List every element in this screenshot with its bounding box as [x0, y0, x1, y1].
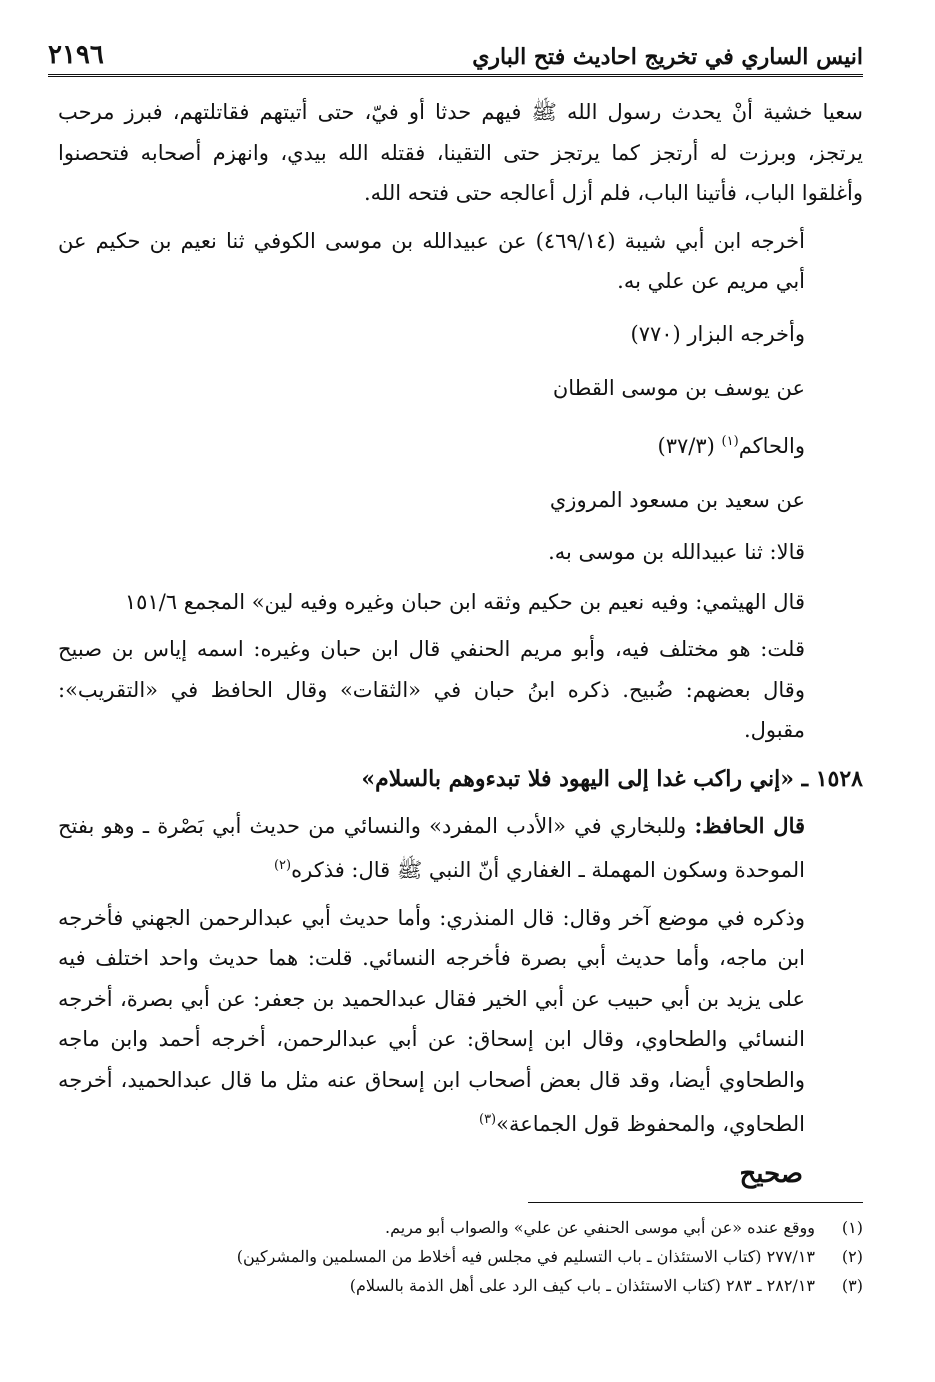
footnote-2 [58, 1242, 863, 1271]
paragraph-hafiz [58, 806, 863, 891]
page-number: ٢١٩٦ [48, 40, 104, 70]
footnote-text: ٢٨٢/١٣ ـ ٢٨٣ (كتاب الاستئذان ـ باب كيف الرد على أهل الذمة بالسلام) [349, 1276, 815, 1295]
hafiz-lead: قال الحافظ: [694, 812, 806, 838]
line-yusuf: عن يوسف بن موسى القطان [552, 375, 805, 400]
page-header [48, 30, 863, 77]
footnote-ref-2: (٢) [273, 858, 292, 873]
footnote-divider [528, 1202, 863, 1203]
footnote-3 [58, 1271, 863, 1300]
paragraph-mundhiri [58, 898, 863, 1145]
footnote-text: ٢٧٧/١٣ (كتاب الاستئذان ـ باب التسليم في مجلس فيه أخلاط من المسلمين والمشركين) [236, 1247, 815, 1266]
main-text [58, 92, 863, 1189]
footnotes [58, 1213, 863, 1300]
paragraph-takhrij-ibn-abi-shaybah: أخرجه ابن أبي شيبة (٤٦٩/١٤) عن عبيدالله بن موسى الكوفي ثنا نعيم بن حكيم عن أبي مريم عن علي به. [58, 228, 805, 293]
footnote-text: ووقع عنده «عن أبي موسى الحنفي عن علي» والصواب أبو مريم. [384, 1218, 815, 1237]
footnote-ref-1: (١) [721, 433, 739, 449]
paragraph-hadith-text: سعيا خشية أنْ يحدث رسول الله ﷺ فيهم حدثا أو فيّ، حتى أتيتهم فقاتلتهم، فبرز مرحب يرتجز، وبرزت له أرتجز كما يرتجز حتى التقينا، فقتله الله بيدي، وانهزم أصحابه فتحصنوا وأغلقوا الباب، فأتينا الباب، فلم أزل أعالجه حتى فتحه الله. [58, 100, 863, 205]
grading-verdict: صحيح [739, 1158, 803, 1189]
hafiz-text: وللبخاري في «الأدب المفرد» والنسائي من حديث أبي بَصْرة ـ وهو بفتح الموحدة وسكون المهملة ـ الغفاري أنّ النبي ﷺ قال: فذكره [58, 813, 805, 882]
footnote-number: (٢) [841, 1247, 863, 1266]
hakim-ref: (٣٧/٣) [657, 433, 715, 458]
mundhiri-text: وذكره في موضع آخر وقال: قال المنذري: وأما حديث أبي عبدالرحمن الجهني فأخرجه ابن ماجه، وأما حديث أبي بصرة فأخرجه النسائي. قلت: هما حديث واحد اختلف فيه على يزيد بن أبي حبيب عن أبي الخير فقال عبدالحميد بن جعفر: عن أبي بصرة، أخرجه النسائي والطحاوي، وقال ابن إسحاق: عن أبي عبدالرحمن، أخرجه أحمد وابن ماجه والطحاوي أيضا، وقد قال بعض أصحاب ابن إسحاق عنه مثل ما قال عبدالحميد، أخرجه الطحاوي، والمحفوظ قول الجماعة» [58, 905, 805, 1136]
book-title: انيس الساري في تخريج احاديث فتح الباري [472, 44, 863, 70]
footnote-number: (٣) [841, 1276, 863, 1295]
paragraph-haythami: قال الهيثمي: وفيه نعيم بن حكيم وثقه ابن حبان وغيره وفيه لين» المجمع ١٥١/٦ [124, 589, 805, 614]
line-qala: قالا: ثنا عبيدالله بن موسى به. [548, 539, 805, 564]
footnote-number: (١) [841, 1218, 863, 1237]
line-bazzar: وأخرجه البزار (٧٧٠) [630, 321, 805, 346]
hadith-heading-1528: ١٥٢٨ ـ «إني راكب غدا إلى اليهود فلا تبدءوهم بالسلام» [361, 765, 863, 792]
footnote-1 [58, 1213, 863, 1242]
footnote-ref-3: (٣) [478, 1112, 497, 1127]
hakim-text: والحاكم [738, 433, 805, 458]
paragraph-qultu: قلت: هو مختلف فيه، وأبو مريم الحنفي قال ابن حبان وغيره: اسمه إياس بن صبيح وقال بعضهم: ضُبيح. ذكره ابنُ حبان في «الثقات» وقال الحافظ في «التقريب»: مقبول. [58, 637, 805, 742]
line-hakim [58, 422, 863, 466]
line-said: عن سعيد بن مسعود المروزي [549, 487, 805, 512]
